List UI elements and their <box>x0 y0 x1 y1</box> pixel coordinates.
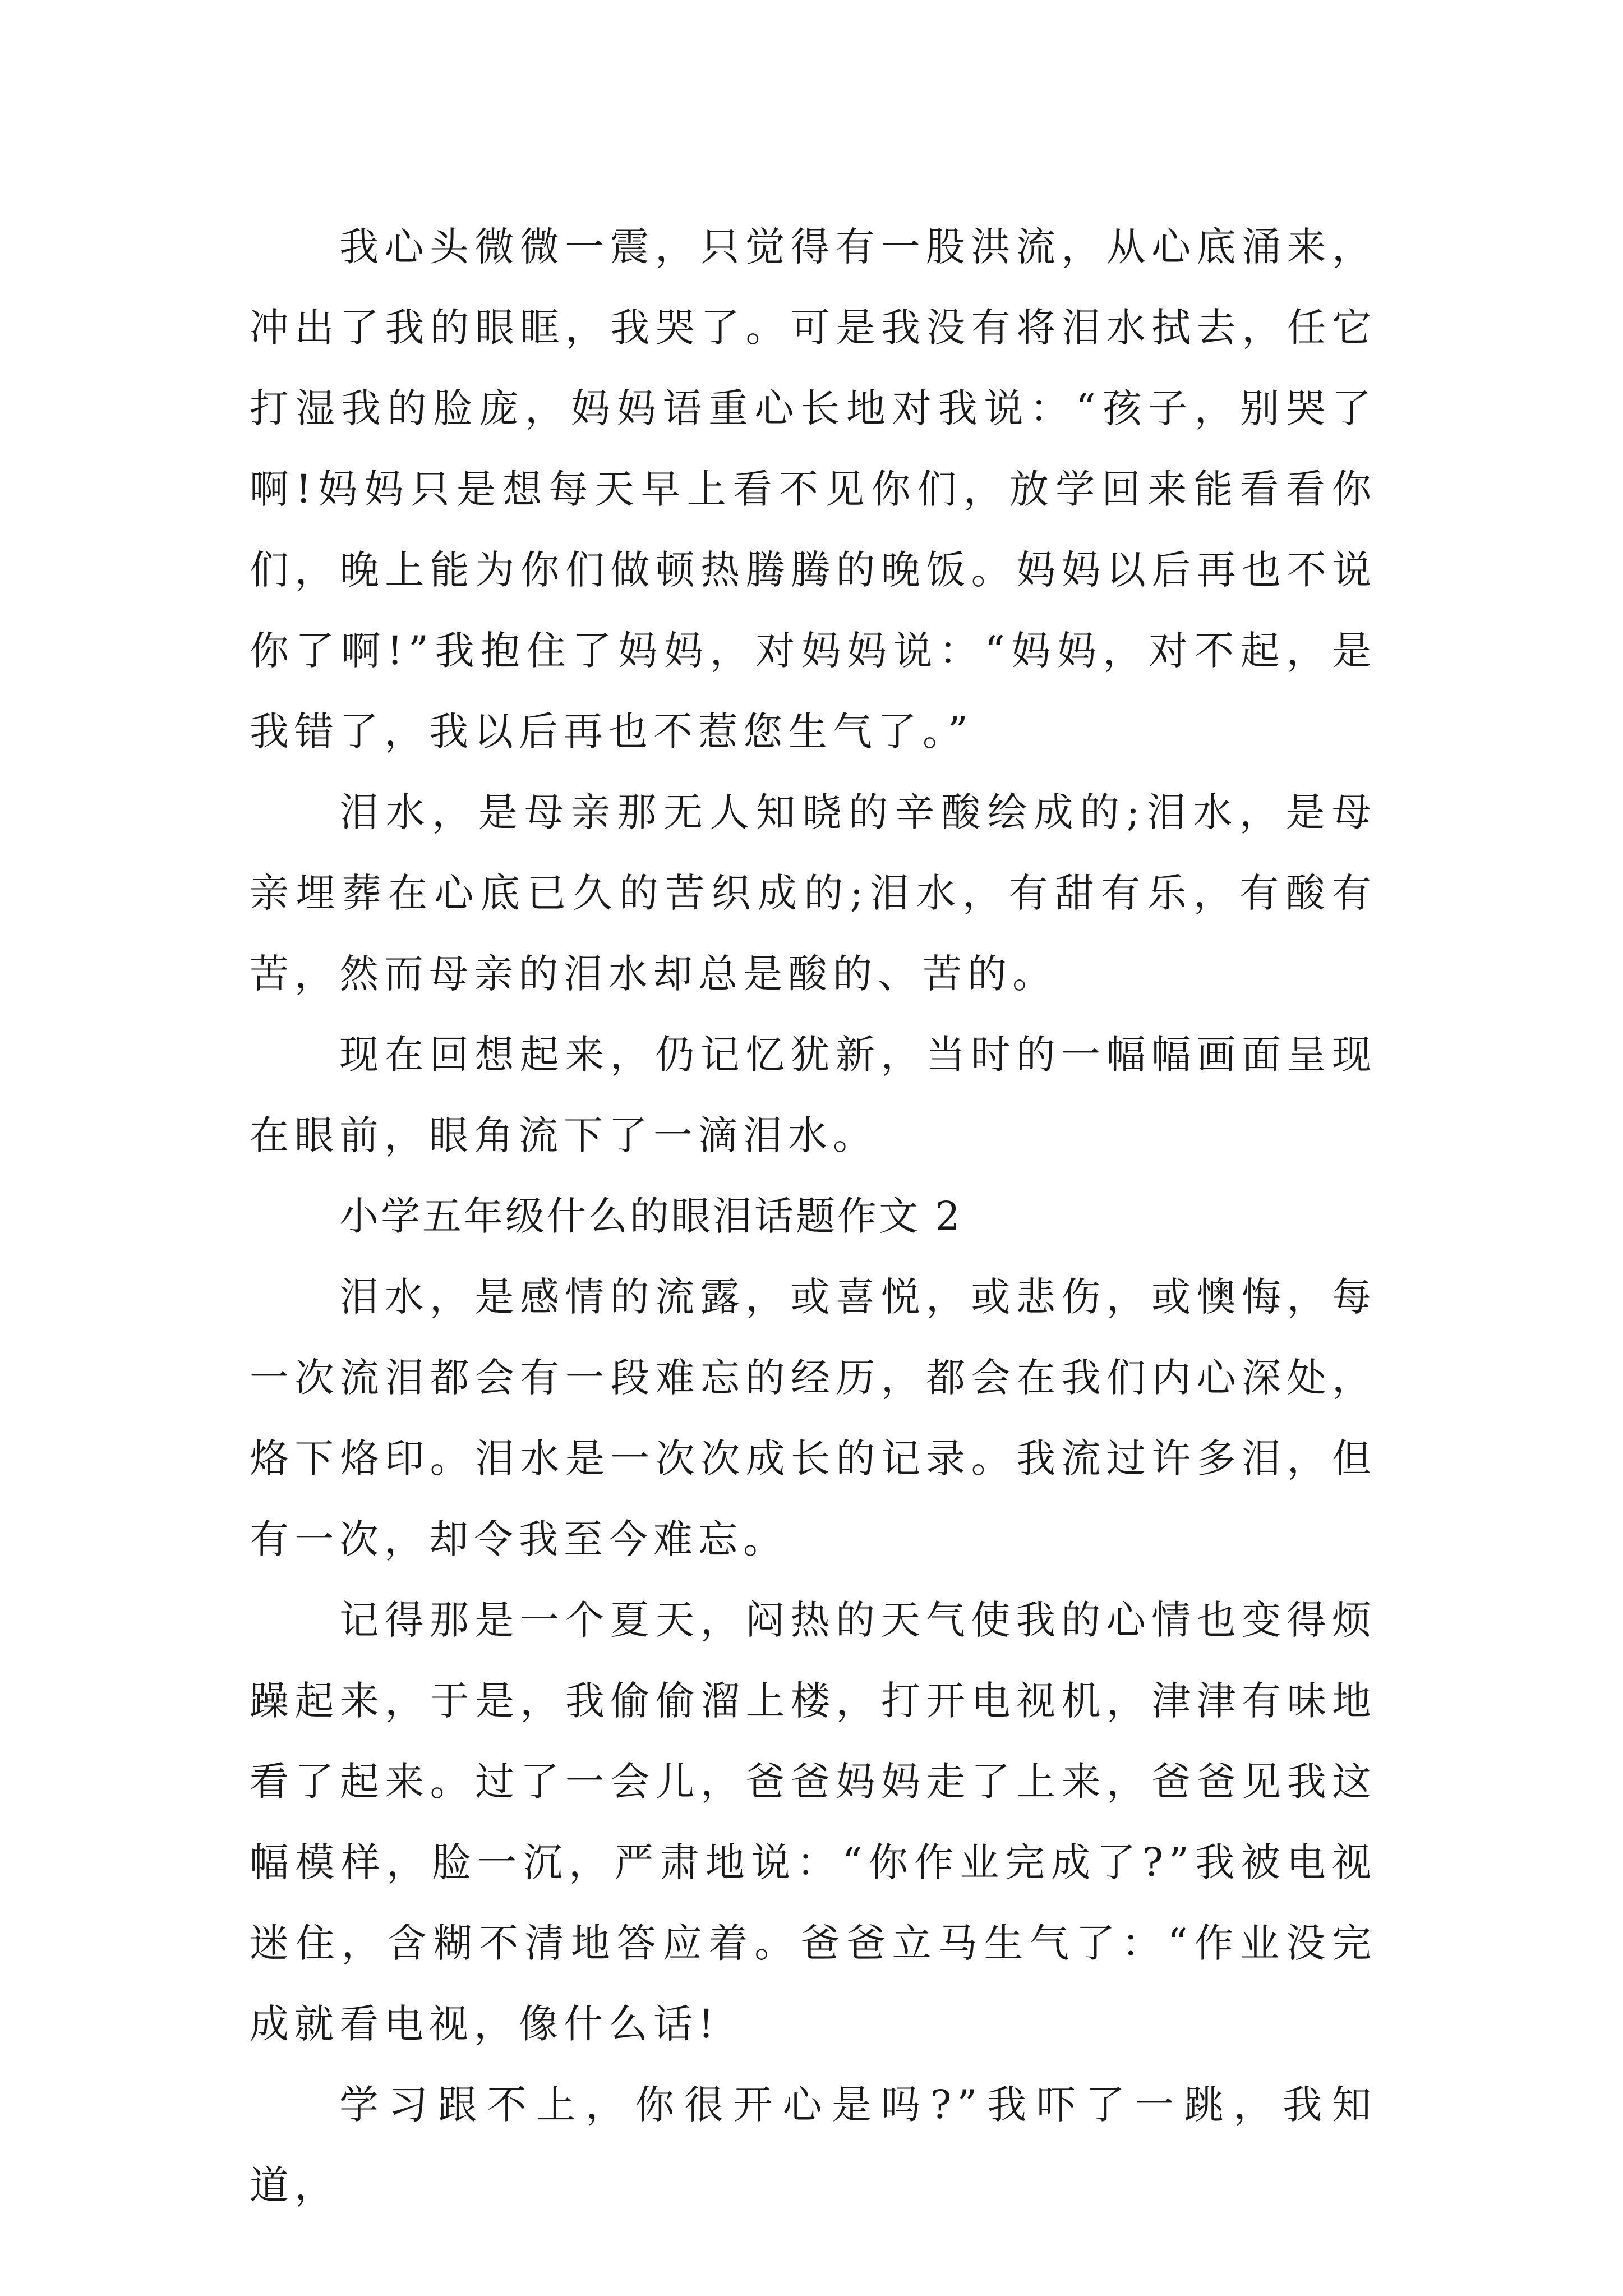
paragraph: 学习跟不上，你很开心是吗?”我吓了一跳，我知道， <box>250 2082 1377 2208</box>
paragraph: 现在回想起来，仍记忆犹新，当时的一幅幅画面呈现在眼前，眼角流下了一滴泪水。 <box>250 1032 1377 1158</box>
paragraph: 我心头微微一震，只觉得有一股洪流，从心底涌来，冲出了我的眼眶，我哭了。可是我没有将泪水拭去，任它打湿我的脸庞，妈妈语重心长地对我说：“孩子，别哭了啊!妈妈只是想每天早上看不见你们，放学回来能看看你们，晚上能为你们做顿热腾腾的晚饭。妈妈以后再也不说你了啊!”我抱住了妈妈，对妈妈说：“妈妈，对不起，是我错了，我以后再也不惹您生气了。” <box>250 224 1377 754</box>
document-body <box>250 206 1377 2226</box>
paragraph: 泪水，是感情的流露，或喜悦，或悲伤，或懊悔，每一次流泪都会有一段难忘的经历，都会在我们内心深处，烙下烙印。泪水是一次次成长的记录。我流过许多泪，但有一次，却令我至今难忘。 <box>250 1274 1377 1562</box>
paragraph: 记得那是一个夏天，闷热的天气使我的心情也变得烦躁起来，于是，我偷偷溜上楼，打开电视机，津津有味地看了起来。过了一会儿，爸爸妈妈走了上来，爸爸见我这幅模样，脸一沉，严肃地说：“你作业完成了?”我被电视迷住，含糊不清地答应着。爸爸立马生气了：“作业没完成就看电视，像什么话! <box>250 1597 1377 2047</box>
paragraph: 泪水，是母亲那无人知晓的辛酸绘成的;泪水，是母亲埋葬在心底已久的苦织成的;泪水，有甜有乐，有酸有苦，然而母亲的泪水却总是酸的、苦的。 <box>250 789 1377 997</box>
section-heading: 小学五年级什么的眼泪话题作文 2 <box>339 1193 962 1239</box>
